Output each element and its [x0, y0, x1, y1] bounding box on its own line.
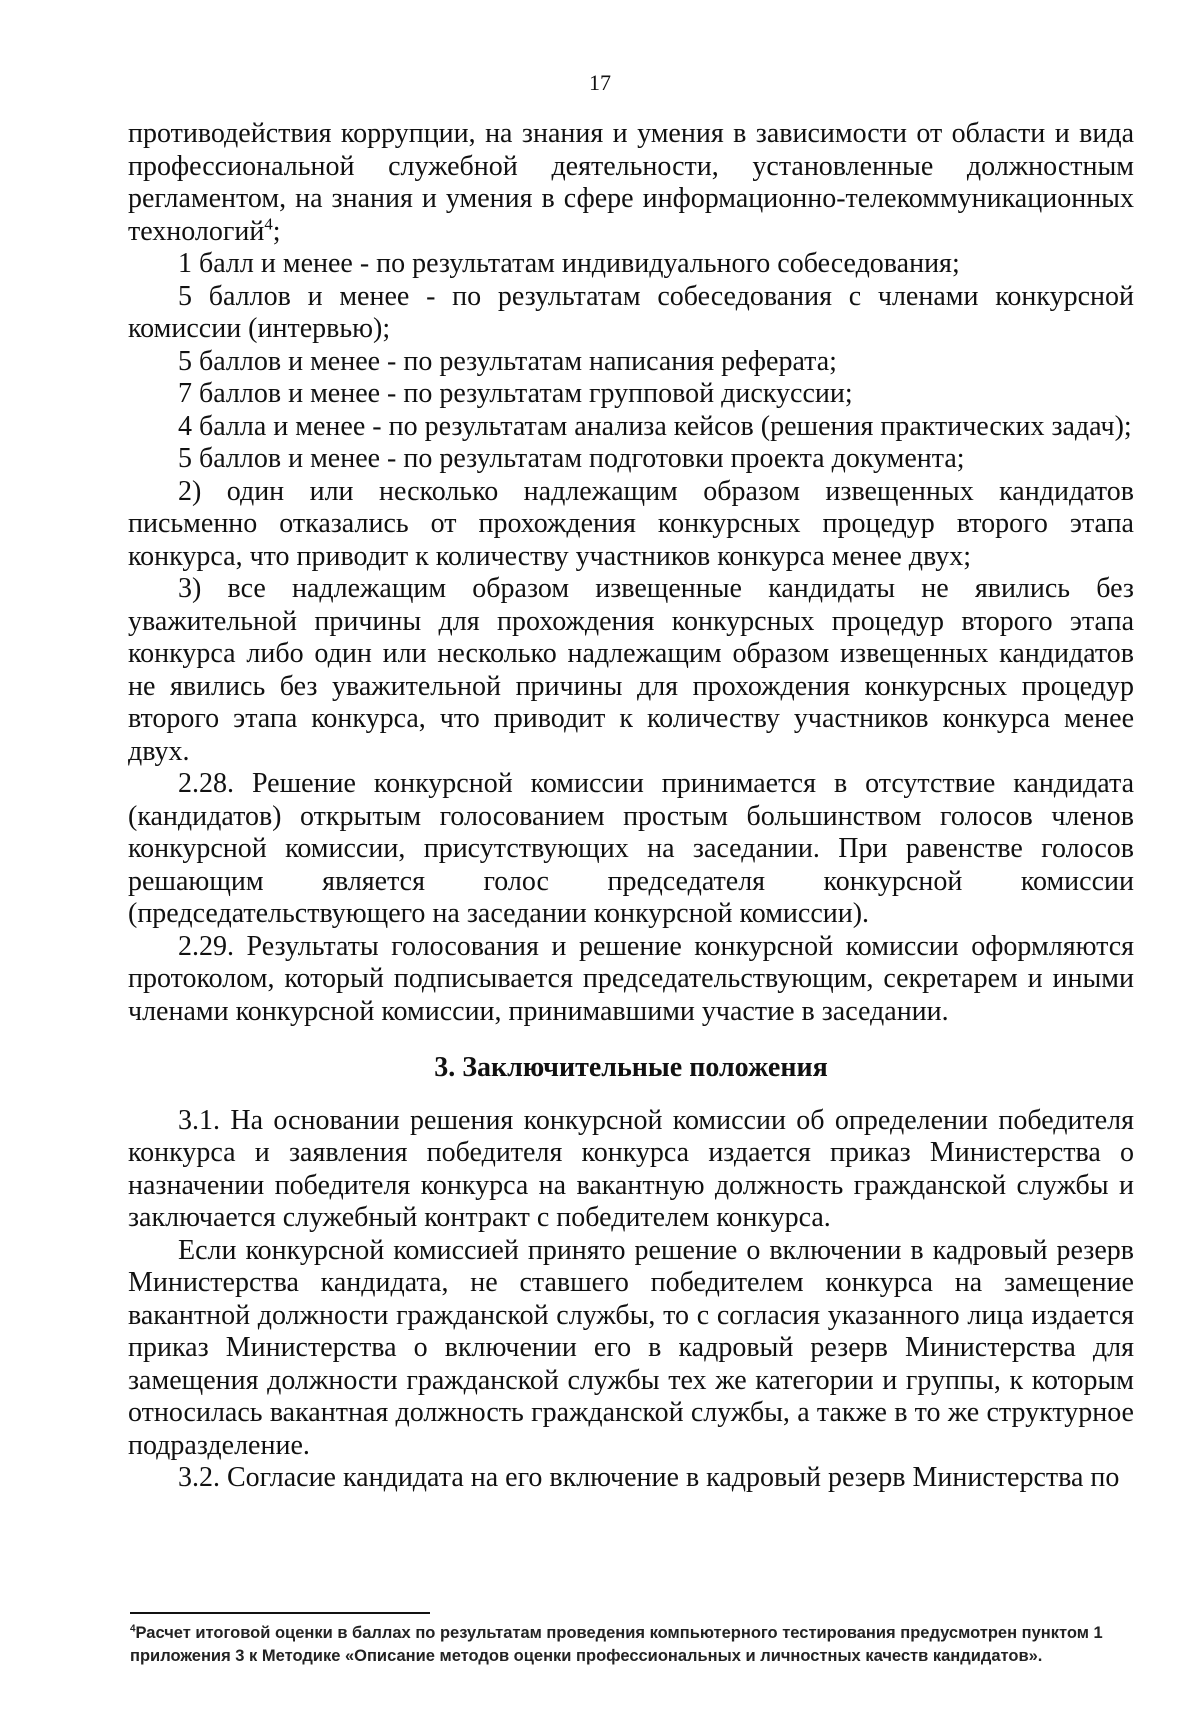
paragraph-reserve: Если конкурсной комиссией принято решение о включении в кадровый резерв Министерства кандидата, не ставшего победителем конкурса на замещение вакантной должности гражданской службы, то с согласия указанного лица издается приказ Министерства о включении его в кадровый резерв Министерства для замещения должности гражданской службы тех же категории и группы, к которым относилась вакантная должность гражданской службы, а также в то же структурное подразделение. [128, 1234, 1134, 1461]
score-item-document-draft: 5 баллов и менее - по результатам подготовки проекта документа; [178, 443, 965, 474]
clause-3-2: 3.2. Согласие кандидата на его включение в кадровый резерв Министерства по [178, 1462, 1120, 1493]
paragraph-continuation [128, 118, 1134, 248]
footnote-mark: 4 [130, 1623, 136, 1635]
footnote-text: Расчет итоговой оценки в баллах по результатам проведения компьютерного тестирования предусмотрен пунктом 1 приложения 3 к Методике «Описание методов оценки профессиональных и личностных качеств кандидатов». [130, 1624, 1103, 1665]
score-item-commission-interview: 5 баллов и менее - по результатам собеседования с членами конкурсной комиссии (интервью); [128, 280, 1134, 344]
section-heading: 3. Заключительные положения [434, 1052, 828, 1083]
footnote-separator [130, 1612, 430, 1614]
clause-2-29: 2.29. Результаты голосования и решение конкурсной комиссии оформляются протоколом, который подписывается председательствующим, секретарем и иными членами конкурсной комиссии, принимавшими участие в заседании. [128, 930, 1134, 1027]
footnote-reference: 4 [264, 214, 273, 234]
score-item-case-analysis: 4 балла и менее - по результатам анализа кейсов (решения практических задач); [178, 410, 1132, 442]
score-item-essay: 5 баллов и менее - по результатам написания реферата; [178, 345, 837, 377]
clause-3-1: 3.1. На основании решения конкурсной комиссии об определении победителя конкурса и заявления победителя конкурса издается приказ Министерства о назначении победителя конкурса на вакантную должность гражданской службы и заключается служебный контракт с победителем конкурса. [128, 1104, 1134, 1233]
score-item-interview: 1 балл и менее - по результатам индивидуального собеседования; [178, 248, 960, 279]
paragraph-text: противодействия коррупции, на знания и умения в зависимости от области и вида профессиональной служебной деятельности, установленные должностным регламентом, на знания и умения в сфере информационно-телекоммуникационных технологий [128, 118, 1134, 247]
footnote [130, 1622, 1130, 1668]
score-item-group-discussion: 7 баллов и менее - по результатам групповой дискуссии; [178, 378, 853, 409]
list-item-3: 3) все надлежащим образом извещенные кандидаты не явились без уважительной причины для прохождения конкурсных процедур второго этапа конкурса либо один или несколько надлежащим образом извещенных кандидатов не явились без уважительной причины для прохождения конкурсных процедур второго этапа конкурса, что приводит к количеству участников конкурса менее двух. [128, 573, 1134, 767]
list-item-2: 2) один или несколько надлежащим образом извещенных кандидатов письменно отказались от прохождения конкурсных процедур второго этапа конкурса, что приводит к количеству участников конкурса менее двух; [128, 475, 1134, 572]
clause-2-28: 2.28. Решение конкурсной комиссии принимается в отсутствие кандидата (кандидатов) открытым голосованием простым большинством голосов членов конкурсной комиссии, присутствующих на заседании. При равенстве голосов решающим является голос председателя конкурсной комиссии (председательствующего на заседании конкурсной комиссии). [128, 768, 1134, 929]
document-body [128, 118, 1134, 1495]
page-number: 17 [589, 70, 611, 95]
paragraph-punctuation: ; [272, 215, 281, 247]
